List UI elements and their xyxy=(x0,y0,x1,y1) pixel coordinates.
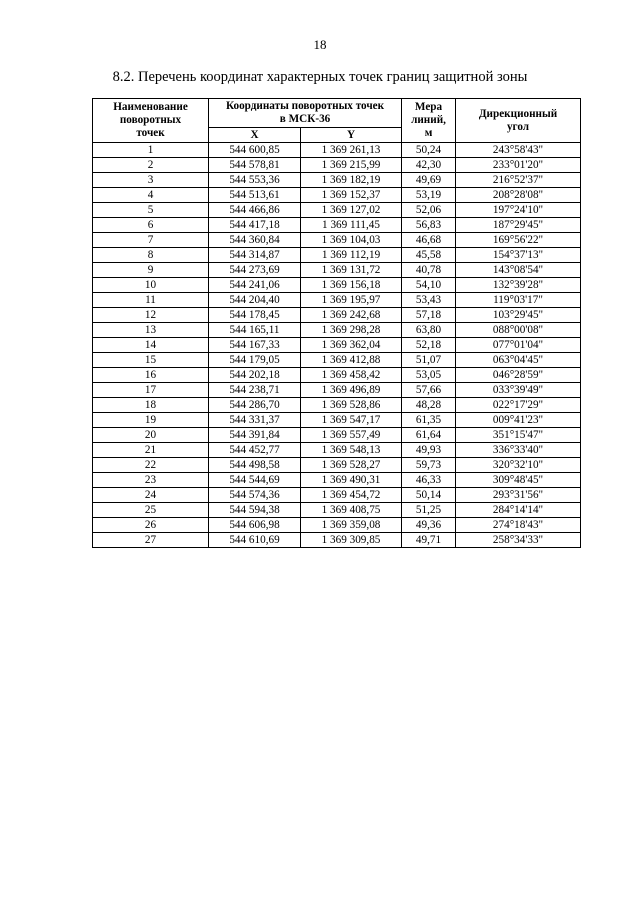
cell-x: 544 167,33 xyxy=(209,338,301,353)
cell-measure: 53,05 xyxy=(402,368,456,383)
cell-x: 544 179,05 xyxy=(209,353,301,368)
cell-point: 23 xyxy=(93,473,209,488)
header-point-name-line1: Наименование xyxy=(113,101,188,113)
table-row xyxy=(93,488,581,503)
cell-angle: 284°14'14" xyxy=(456,503,581,518)
cell-point: 4 xyxy=(93,188,209,203)
cell-y: 1 369 112,19 xyxy=(301,248,402,263)
table-row xyxy=(93,188,581,203)
cell-angle: 258°34'33" xyxy=(456,533,581,548)
cell-point: 2 xyxy=(93,158,209,173)
cell-measure: 56,83 xyxy=(402,218,456,233)
cell-measure: 52,18 xyxy=(402,338,456,353)
cell-point: 9 xyxy=(93,263,209,278)
cell-measure: 50,14 xyxy=(402,488,456,503)
cell-x: 544 574,36 xyxy=(209,488,301,503)
cell-x: 544 314,87 xyxy=(209,248,301,263)
cell-point: 10 xyxy=(93,278,209,293)
cell-measure: 63,80 xyxy=(402,323,456,338)
table-row xyxy=(93,443,581,458)
table-row xyxy=(93,158,581,173)
table-row xyxy=(93,203,581,218)
cell-y: 1 369 131,72 xyxy=(301,263,402,278)
cell-x: 544 417,18 xyxy=(209,218,301,233)
table-row xyxy=(93,473,581,488)
cell-point: 5 xyxy=(93,203,209,218)
cell-angle: 187°29'45" xyxy=(456,218,581,233)
cell-angle: 243°58'43" xyxy=(456,143,581,158)
cell-measure: 52,06 xyxy=(402,203,456,218)
cell-point: 11 xyxy=(93,293,209,308)
cell-x: 544 238,71 xyxy=(209,383,301,398)
table-row xyxy=(93,458,581,473)
cell-x: 544 594,38 xyxy=(209,503,301,518)
table-row xyxy=(93,353,581,368)
cell-x: 544 204,40 xyxy=(209,293,301,308)
page-number: 18 xyxy=(313,37,327,52)
cell-y: 1 369 182,19 xyxy=(301,173,402,188)
header-y: Y xyxy=(301,128,402,143)
header-measure xyxy=(402,99,456,143)
table-row xyxy=(93,518,581,533)
table-row xyxy=(93,503,581,518)
header-angle xyxy=(456,99,581,143)
cell-angle: 119°03'17" xyxy=(456,293,581,308)
cell-angle: 063°04'45" xyxy=(456,353,581,368)
cell-x: 544 178,45 xyxy=(209,308,301,323)
cell-x: 544 513,61 xyxy=(209,188,301,203)
header-measure-line2: линий, xyxy=(411,114,446,126)
cell-measure: 40,78 xyxy=(402,263,456,278)
cell-measure: 45,58 xyxy=(402,248,456,263)
cell-y: 1 369 490,31 xyxy=(301,473,402,488)
table-row xyxy=(93,413,581,428)
header-x: X xyxy=(209,128,301,143)
cell-angle: 154°37'13" xyxy=(456,248,581,263)
cell-y: 1 369 298,28 xyxy=(301,323,402,338)
cell-measure: 49,69 xyxy=(402,173,456,188)
cell-measure: 57,66 xyxy=(402,383,456,398)
cell-y: 1 369 458,42 xyxy=(301,368,402,383)
table-body xyxy=(93,143,581,548)
cell-measure: 61,35 xyxy=(402,413,456,428)
cell-measure: 49,93 xyxy=(402,443,456,458)
coordinates-table xyxy=(92,98,581,548)
table-row xyxy=(93,143,581,158)
table-row xyxy=(93,383,581,398)
header-measure-line1: Мера xyxy=(414,101,443,113)
table-row xyxy=(93,533,581,548)
cell-measure: 46,68 xyxy=(402,233,456,248)
cell-x: 544 241,06 xyxy=(209,278,301,293)
section-heading: 8.2. Перечень координат характерных точек границ защитной зоны xyxy=(112,69,528,85)
cell-measure: 51,07 xyxy=(402,353,456,368)
cell-angle: 077°01'04" xyxy=(456,338,581,353)
cell-x: 544 391,84 xyxy=(209,428,301,443)
cell-measure: 57,18 xyxy=(402,308,456,323)
table-row xyxy=(93,173,581,188)
cell-y: 1 369 156,18 xyxy=(301,278,402,293)
cell-angle: 293°31'56" xyxy=(456,488,581,503)
cell-y: 1 369 496,89 xyxy=(301,383,402,398)
cell-point: 14 xyxy=(93,338,209,353)
cell-angle: 208°28'08" xyxy=(456,188,581,203)
cell-angle: 088°00'08" xyxy=(456,323,581,338)
cell-y: 1 369 111,45 xyxy=(301,218,402,233)
cell-measure: 51,25 xyxy=(402,503,456,518)
cell-x: 544 360,84 xyxy=(209,233,301,248)
cell-angle: 197°24'10" xyxy=(456,203,581,218)
table-row xyxy=(93,263,581,278)
header-point-name xyxy=(93,99,209,143)
cell-angle: 216°52'37" xyxy=(456,173,581,188)
cell-measure: 48,28 xyxy=(402,398,456,413)
cell-x: 544 606,98 xyxy=(209,518,301,533)
table-row xyxy=(93,278,581,293)
cell-point: 7 xyxy=(93,233,209,248)
cell-point: 1 xyxy=(93,143,209,158)
header-point-name-line2: поворотных xyxy=(119,114,182,126)
header-coordinates-line1: Координаты поворотных точек xyxy=(225,100,385,112)
cell-point: 26 xyxy=(93,518,209,533)
cell-point: 12 xyxy=(93,308,209,323)
table-row xyxy=(93,368,581,383)
cell-point: 8 xyxy=(93,248,209,263)
cell-x: 544 544,69 xyxy=(209,473,301,488)
cell-measure: 50,24 xyxy=(402,143,456,158)
cell-angle: 320°32'10" xyxy=(456,458,581,473)
cell-y: 1 369 242,68 xyxy=(301,308,402,323)
cell-measure: 53,19 xyxy=(402,188,456,203)
cell-x: 544 498,58 xyxy=(209,458,301,473)
cell-y: 1 369 127,02 xyxy=(301,203,402,218)
cell-point: 15 xyxy=(93,353,209,368)
cell-y: 1 369 454,72 xyxy=(301,488,402,503)
header-angle-line2: угол xyxy=(506,120,530,133)
header-measure-line3: м xyxy=(424,127,433,139)
cell-angle: 022°17'29" xyxy=(456,398,581,413)
header-angle-line1: Дирекционный xyxy=(478,107,558,120)
cell-x: 544 286,70 xyxy=(209,398,301,413)
cell-angle: 033°39'49" xyxy=(456,383,581,398)
cell-y: 1 369 215,99 xyxy=(301,158,402,173)
cell-measure: 49,71 xyxy=(402,533,456,548)
table-row xyxy=(93,398,581,413)
cell-point: 22 xyxy=(93,458,209,473)
cell-point: 21 xyxy=(93,443,209,458)
cell-y: 1 369 104,03 xyxy=(301,233,402,248)
cell-y: 1 369 408,75 xyxy=(301,503,402,518)
cell-angle: 169°56'22" xyxy=(456,233,581,248)
cell-point: 20 xyxy=(93,428,209,443)
cell-x: 544 553,36 xyxy=(209,173,301,188)
cell-measure: 42,30 xyxy=(402,158,456,173)
cell-measure: 46,33 xyxy=(402,473,456,488)
cell-angle: 274°18'43" xyxy=(456,518,581,533)
cell-angle: 009°41'23" xyxy=(456,413,581,428)
cell-y: 1 369 152,37 xyxy=(301,188,402,203)
cell-angle: 132°39'28" xyxy=(456,278,581,293)
cell-y: 1 369 547,17 xyxy=(301,413,402,428)
header-coordinates xyxy=(209,99,402,128)
cell-measure: 61,64 xyxy=(402,428,456,443)
cell-point: 13 xyxy=(93,323,209,338)
cell-y: 1 369 557,49 xyxy=(301,428,402,443)
cell-angle: 309°48'45" xyxy=(456,473,581,488)
cell-y: 1 369 412,88 xyxy=(301,353,402,368)
cell-y: 1 369 362,04 xyxy=(301,338,402,353)
table-row xyxy=(93,308,581,323)
table-row xyxy=(93,293,581,308)
cell-point: 16 xyxy=(93,368,209,383)
cell-angle: 103°29'45" xyxy=(456,308,581,323)
cell-point: 25 xyxy=(93,503,209,518)
cell-angle: 233°01'20" xyxy=(456,158,581,173)
table-row xyxy=(93,338,581,353)
table-row xyxy=(93,233,581,248)
cell-measure: 54,10 xyxy=(402,278,456,293)
cell-measure: 53,43 xyxy=(402,293,456,308)
cell-y: 1 369 261,13 xyxy=(301,143,402,158)
cell-x: 544 273,69 xyxy=(209,263,301,278)
cell-x: 544 202,18 xyxy=(209,368,301,383)
cell-y: 1 369 309,85 xyxy=(301,533,402,548)
cell-y: 1 369 359,08 xyxy=(301,518,402,533)
table-row xyxy=(93,218,581,233)
table-row xyxy=(93,428,581,443)
cell-point: 6 xyxy=(93,218,209,233)
table-header xyxy=(93,99,581,143)
cell-measure: 49,36 xyxy=(402,518,456,533)
cell-angle: 351°15'47" xyxy=(456,428,581,443)
cell-measure: 59,73 xyxy=(402,458,456,473)
cell-y: 1 369 548,13 xyxy=(301,443,402,458)
cell-point: 3 xyxy=(93,173,209,188)
cell-point: 27 xyxy=(93,533,209,548)
cell-y: 1 369 528,27 xyxy=(301,458,402,473)
cell-angle: 046°28'59" xyxy=(456,368,581,383)
cell-point: 24 xyxy=(93,488,209,503)
cell-x: 544 610,69 xyxy=(209,533,301,548)
cell-x: 544 165,11 xyxy=(209,323,301,338)
header-coordinates-line2: в МСК-36 xyxy=(279,113,331,125)
cell-y: 1 369 195,97 xyxy=(301,293,402,308)
cell-x: 544 600,85 xyxy=(209,143,301,158)
cell-x: 544 578,81 xyxy=(209,158,301,173)
table-row xyxy=(93,248,581,263)
cell-point: 17 xyxy=(93,383,209,398)
header-point-name-line3: точек xyxy=(136,127,165,139)
cell-x: 544 331,37 xyxy=(209,413,301,428)
cell-angle: 143°08'54" xyxy=(456,263,581,278)
cell-x: 544 452,77 xyxy=(209,443,301,458)
cell-x: 544 466,86 xyxy=(209,203,301,218)
table-row xyxy=(93,323,581,338)
cell-y: 1 369 528,86 xyxy=(301,398,402,413)
cell-point: 19 xyxy=(93,413,209,428)
cell-angle: 336°33'40" xyxy=(456,443,581,458)
cell-point: 18 xyxy=(93,398,209,413)
